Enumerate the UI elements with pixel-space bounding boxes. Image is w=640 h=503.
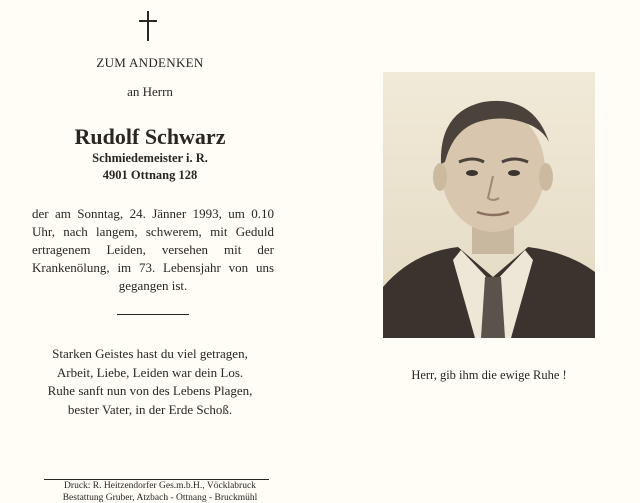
poem-line: Ruhe sanft nun von des Lebens Plagen, xyxy=(47,383,253,398)
salutation: an Herrn xyxy=(127,84,173,99)
poem-line: bester Vater, in der Erde Schoß. xyxy=(67,401,233,417)
undertaker-credit: Bestattung Gruber, Atzbach - Ottnang - Bruckmühl xyxy=(62,493,258,503)
section-divider xyxy=(117,314,189,315)
poem-line: Arbeit, Liebe, Leiden war dein Los. xyxy=(56,364,244,380)
portrait-photo xyxy=(383,72,595,338)
poem-line: Starken Geistes hast du viel getragen, xyxy=(52,346,248,361)
obituary-text: der am Sonntag, 24. Jänner 1993, um 0.10 Uhr, nach langem, schwerem, mit Geduld ertragenem Leiden, versehen mit der Krankenölung, im 73. Lebensjahr von uns gegangen ist. xyxy=(32,206,274,293)
latin-cross-icon xyxy=(139,11,157,41)
memorial-heading: ZUM ANDENKEN xyxy=(96,55,204,70)
deceased-address: 4901 Ottnang 128 xyxy=(102,168,198,182)
deceased-name: Rudolf Schwarz xyxy=(74,124,226,149)
memorial-poem xyxy=(0,345,300,419)
printer-credit: Druck: R. Heitzendorfer Ges.m.b.H., Vöcklabruck xyxy=(64,481,256,491)
footer-divider xyxy=(44,479,269,480)
blessing-caption: Herr, gib ihm die ewige Ruhe ! xyxy=(411,368,567,382)
deceased-title: Schmiedemeister i. R. xyxy=(92,151,208,165)
